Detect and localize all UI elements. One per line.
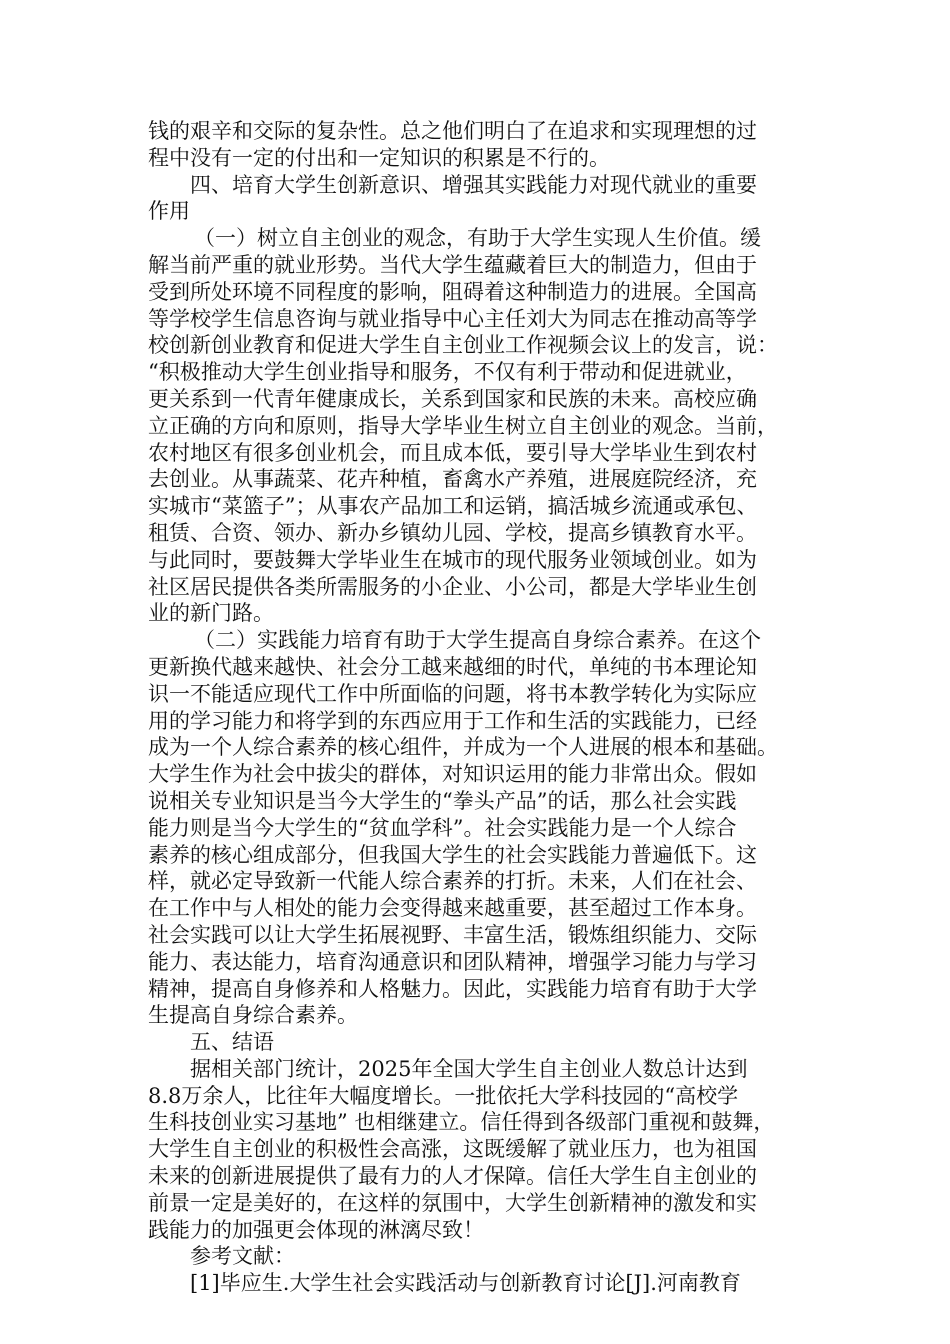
text-line: 程中没有一定的付出和一定知识的积累是不行的。 [148, 145, 610, 170]
text-line: 更关系到一代青年健康成长，关系到国家和民族的未来。高校应确 [148, 386, 757, 411]
text-line: 钱的艰辛和交际的复杂性。总之他们明白了在追求和实现理想的过 [148, 119, 757, 143]
text-line: （二）实践能力培育有助于大学生提高自身综合素养。在这个 [194, 628, 761, 653]
document-body [148, 118, 808, 1297]
text-line: “积极推动大学生创业指导和服务，不仅有利于带动和促进就业， [148, 360, 747, 385]
text-line: 用的学习能力和将学到的东西应用于工作和生活的实践能力，已经 [148, 708, 757, 733]
text-line: 社会实践可以让大学生拓展视野、丰富生活，锻炼组织能力、交际 [148, 922, 757, 947]
text-line: 受到所处环境不同程度的影响，阻碍着这种制造力的进展。全国高 [148, 279, 757, 304]
text-line: 大学生自主创业的积极性会高涨，这既缓解了就业压力，也为祖国 [148, 1137, 757, 1162]
text-line: 成为一个人综合素养的核心组件，并成为一个人进展的根本和基础。 [148, 735, 778, 760]
text-line: 解当前严重的就业形势。当代大学生蕴藏着巨大的制造力，但由于 [148, 252, 757, 277]
text-line: 与此同时，要鼓舞大学毕业生在城市的现代服务业领域创业。如为 [148, 547, 757, 572]
text-line: 能力、表达能力，培育沟通意识和团队精神，增强学习能力与学习 [148, 949, 757, 974]
text-line: 租赁、合资、领办、新办乡镇幼儿园、学校，提高乡镇教育水平。 [148, 520, 757, 545]
text-line: 8.8万余人，比往年大幅度增长。一批依托大学科技园的“高校学 [148, 1083, 739, 1108]
text-line: 生提高自身综合素养。 [148, 1003, 358, 1028]
text-line: 作用 [148, 199, 190, 224]
text-line: 生科技创业实习基地” 也相继建立。信任得到各级部门重视和鼓舞， [148, 1110, 775, 1135]
text-line: 社区居民提供各类所需服务的小企业、小公司，都是大学毕业生创 [148, 574, 757, 599]
text-line: 据相关部门统计，2025年全国大学生自主创业人数总计达到 [190, 1056, 748, 1081]
text-line: 在工作中与人相处的能力会变得越来越重要，甚至超过工作本身。 [148, 896, 757, 921]
text-line: 大学生作为社会中拔尖的群体，对知识运用的能力非常出众。假如 [148, 762, 757, 787]
text-line: 素养的核心组成部分，但我国大学生的社会实践能力普遍低下。这 [148, 842, 757, 867]
text-line: 践能力的加强更会体现的淋漓尽致！ [148, 1217, 484, 1242]
text-line: 业的新门路。 [148, 601, 274, 626]
text-line: 农村地区有很多创业机会，而且成本低，要引导大学毕业生到农村 [148, 440, 757, 465]
text-line: 实城市“菜篮子”；从事农产品加工和运销，搞活城乡流通或承包、 [148, 494, 758, 519]
text-line: 样，就必定导致新一代能人综合素养的打折。未来，人们在社会、 [148, 869, 757, 894]
text-line: [1]毕应生.大学生社会实践活动与创新教育讨论[J].河南教育 [190, 1271, 741, 1296]
text-line: 去创业。从事蔬菜、花卉种植，畜禽水产养殖，进展庭院经济，充 [148, 467, 757, 492]
text-line: 等学校学生信息咨询与就业指导中心主任刘大为同志在推动高等学 [148, 306, 757, 331]
text-line: 五、结语 [190, 1030, 274, 1055]
text-line: 更新换代越来越快、社会分工越来越细的时代，单纯的书本理论知 [148, 654, 757, 679]
text-line: 立正确的方向和原则，指导大学毕业生树立自主创业的观念。当前， [148, 413, 778, 438]
text-line: 校创新创业教育和促进大学生自主创业工作视频会议上的发言，说： [148, 333, 778, 358]
text-line: （一）树立自主创业的观念，有助于大学生实现人生价值。缓 [194, 226, 761, 251]
text-line: 识一不能适应现代工作中所面临的问题，将书本教学转化为实际应 [148, 681, 757, 706]
text-line: 精神，提高自身修养和人格魅力。因此，实践能力培育有助于大学 [148, 976, 757, 1001]
text-line: 四、培育大学生创新意识、增强其实践能力对现代就业的重要 [190, 172, 757, 197]
text-line: 未来的创新进展提供了最有力的人才保障。信任大学生自主创业的 [148, 1164, 757, 1189]
text-line: 能力则是当今大学生的“贫血学科”。社会实践能力是一个人综合 [148, 815, 737, 840]
text-line: 参考文献： [190, 1244, 295, 1269]
text-line: 说相关专业知识是当今大学生的“拳头产品”的话，那么社会实践 [148, 788, 737, 813]
text-line: 前景一定是美好的，在这样的氛围中，大学生创新精神的激发和实 [148, 1190, 757, 1215]
